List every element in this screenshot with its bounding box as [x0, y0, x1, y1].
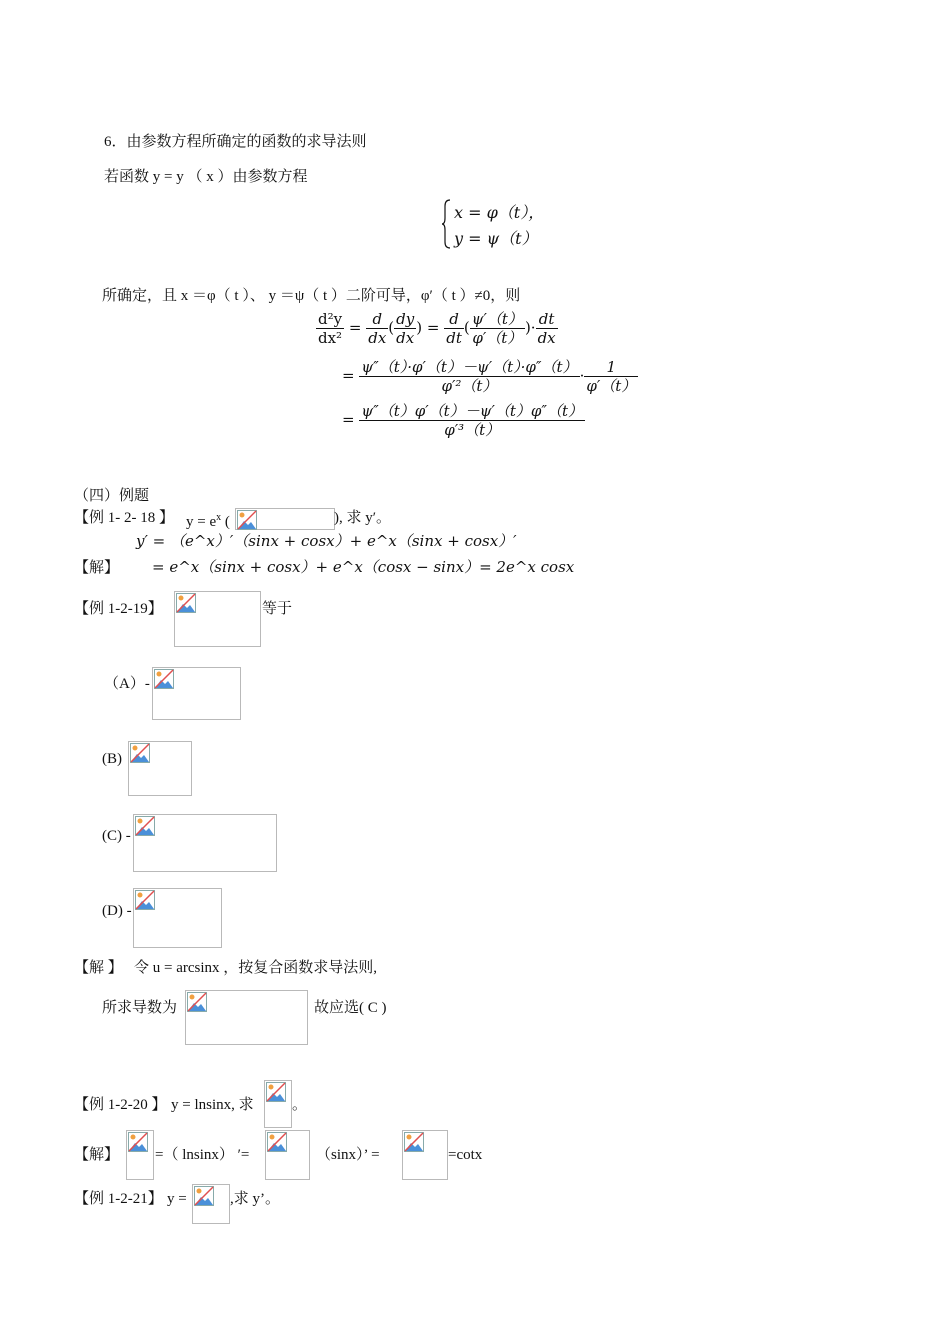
examples-heading: （四）例题 [74, 488, 150, 504]
broken-image-icon [130, 743, 150, 763]
broken-image-icon [237, 510, 257, 530]
line2-denominator: φ′²（t） [441, 377, 498, 395]
example-18-sup: x [216, 512, 222, 523]
broken-image-icon [154, 669, 174, 689]
line3-denominator: φ′³（t） [444, 421, 501, 439]
phi-prime: φ′（t） [472, 329, 523, 347]
equals-sign-3: = [342, 366, 355, 385]
option-b-label: (B) [102, 751, 122, 767]
example-20-label: 【例 1-2-20 】 [74, 1097, 167, 1113]
option-d-image [133, 888, 222, 948]
example-18-solution-label: 【解】 [74, 560, 120, 576]
second-derivative-formula [316, 310, 676, 450]
broken-image-icon [404, 1132, 424, 1152]
option-a-label: （A）- [104, 676, 150, 692]
example-18-image [235, 508, 335, 530]
parametric-system [442, 198, 562, 250]
formula-line-2 [342, 358, 638, 395]
example-18-solution-line-1: y′ = （e^x）′（sinx + cosx）+ e^x（sinx + cosx）′ [136, 532, 517, 550]
broken-image-icon [266, 1082, 286, 1102]
dt-numerator: dt [536, 310, 558, 329]
section-heading: 6．由参数方程所确定的函数的求导法则 [104, 134, 367, 150]
dot-operator-2: · [579, 366, 585, 385]
dt-denominator: dt [446, 329, 462, 347]
lhs-denominator: dx² [318, 329, 343, 347]
broken-image-icon [267, 1132, 287, 1152]
example-19-result-prefix: 所求导数为 [102, 1000, 178, 1016]
broken-image-icon [194, 1186, 214, 1206]
option-d-label: (D) - [102, 903, 132, 919]
left-brace-icon [442, 198, 452, 250]
example-18-statement [186, 508, 230, 532]
line2-numerator: ψ″（t）·φ′（t）－ψ′（t）·φ″（t） [361, 358, 578, 376]
option-c-label: (C) - [102, 828, 131, 844]
example-19-result-suffix: 故应选( C ) [314, 1000, 387, 1016]
example-20-part-1: =（ lnsinx） ′= [155, 1147, 250, 1163]
example-20-solution-label: 【解】 [74, 1147, 120, 1163]
dot-operator: · [530, 318, 536, 337]
system-line-1: x = φ（t）， [454, 203, 545, 222]
example-19-result-image [185, 990, 308, 1045]
example-18-solution-line-2: = e^x（sinx + cosx）+ e^x（cosx − sinx）= 2e^x cosx [152, 558, 575, 576]
dy-numerator: dy [396, 310, 415, 328]
formula-line-1: $\frac{\text{d²y}}{\text{dx²}}$ = $\frac{d}{dx}$ ( $\frac{dy}{dx}$ ) = $\frac{d}{dt}$ ( $\frac{\psi'(t)}{\varphi'(t)}$ )· $\frac{dt}{dx}$ [318, 310, 556, 347]
option-a-image [152, 667, 241, 720]
example-19-suffix: 等于 [262, 601, 293, 617]
example-20-text: y = lnsinx, 求 [171, 1097, 254, 1113]
formula-line-3 [342, 402, 585, 439]
example-21-label: 【例 1-2-21】 [74, 1191, 163, 1207]
example-18-question: ), 求 y′。 [334, 510, 392, 526]
example-18-text-b: ( [221, 514, 230, 530]
example-21-image [192, 1184, 230, 1224]
equals-sign-4: = [342, 410, 355, 429]
example-20-image [264, 1080, 292, 1128]
example-21-suffix: ,求 y’。 [230, 1191, 280, 1207]
d-numerator-2: d [444, 310, 464, 329]
broken-image-icon [176, 593, 196, 613]
line3-numerator: ψ″（t）φ′（t）－ψ′（t）φ″（t） [361, 402, 584, 420]
example-21-text: y = [167, 1191, 187, 1207]
condition-text: 所确定，且 x ＝φ（ t ）、 y ＝ψ（ t ）二阶可导，φ′（ t ）≠0，则 [102, 288, 521, 304]
dx-denominator-inner: dx [396, 329, 415, 347]
psi-prime: ψ′（t） [471, 310, 523, 328]
example-20-solution-image-1 [126, 1130, 154, 1180]
example-20-part-2: （sinx）’ = [316, 1147, 380, 1163]
example-19-solution-text: 令 u = arcsinx ，按复合函数求导法则, [134, 960, 378, 976]
example-19-solution-label: 【解 】 [74, 960, 123, 976]
lhs-numerator: d²y [318, 310, 343, 328]
option-c-image [133, 814, 277, 872]
broken-image-icon [128, 1132, 148, 1152]
example-20-solution-image-3 [402, 1130, 448, 1180]
example-18-text-a: y = e [186, 514, 217, 530]
example-19-label: 【例 1-2-19】 [74, 601, 163, 617]
option-b-image [128, 741, 192, 796]
dx-denominator-2: dx [537, 329, 556, 347]
broken-image-icon [187, 992, 207, 1012]
broken-image-icon [135, 890, 155, 910]
example-19-image [174, 591, 261, 647]
one-numerator: 1 [584, 358, 638, 377]
example-20-part-3: =cotx [448, 1147, 483, 1163]
example-20-end: 。 [292, 1097, 308, 1113]
section-intro: 若函数 y = y （ x ）由参数方程 [104, 169, 308, 185]
system-line-2: y = ψ（t） [454, 229, 538, 248]
example-20-solution-image-2 [265, 1130, 310, 1180]
d-numerator: d [366, 310, 388, 329]
example-18-label: 【例 1- 2- 18 】 [74, 510, 174, 526]
phi-prime-denominator: φ′（t） [586, 377, 637, 395]
broken-image-icon [135, 816, 155, 836]
dx-denominator: dx [368, 329, 387, 347]
equals-sign-2: = [426, 318, 440, 337]
equals-sign: = [348, 318, 362, 337]
